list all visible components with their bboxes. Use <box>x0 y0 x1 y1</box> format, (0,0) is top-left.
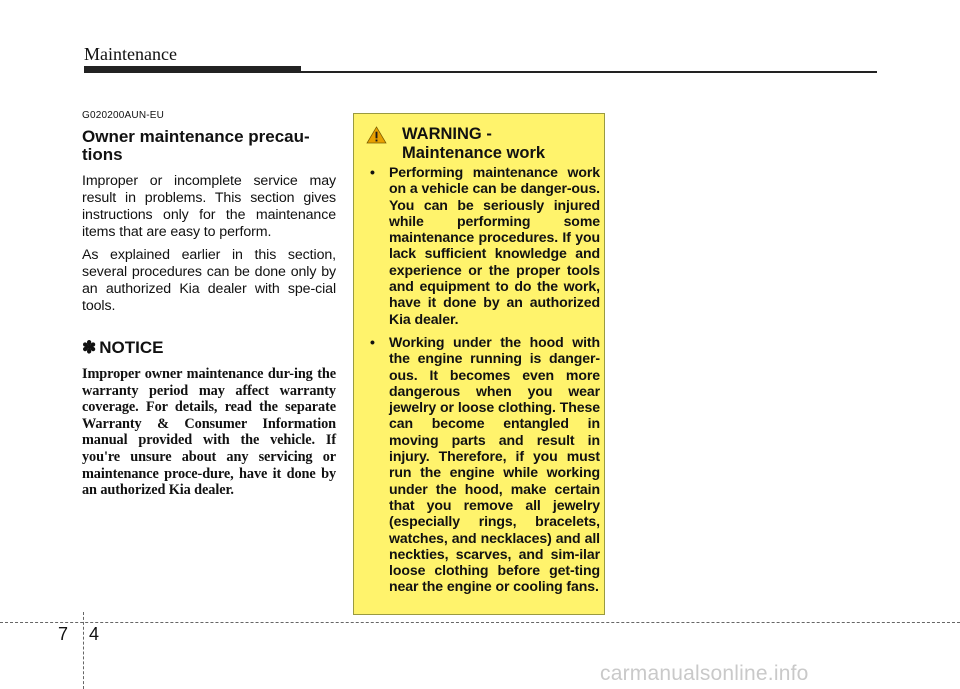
page-number: 4 <box>89 624 100 644</box>
warning-list <box>364 164 600 602</box>
watermark: carmanualsonline.info <box>600 662 809 685</box>
warning-title <box>402 125 602 163</box>
warning-title-line1: WARNING - <box>402 125 492 143</box>
body-paragraph-2: As explained earlier in this section, several procedures can be done only by an authorized Kia dealer with spe-cial tools. <box>82 247 336 314</box>
notice-title: NOTICE <box>99 338 164 357</box>
body-paragraph-1: Improper or incomplete service may result in problems. This section gives instructions only for the maintenance items that are easy to perform. <box>82 173 336 240</box>
warning-item <box>364 164 600 327</box>
running-header-title: Maintenance <box>84 44 177 64</box>
left-column <box>82 110 336 499</box>
header-rule-thick <box>84 66 301 73</box>
footer-divider <box>83 612 84 689</box>
chapter-number: 7 <box>58 624 69 644</box>
header-rule-thin <box>301 71 877 73</box>
bullet: • <box>370 164 375 180</box>
notice-heading <box>82 338 336 358</box>
warning-triangle-icon <box>366 126 387 144</box>
section-title: Owner maintenance precau-tions <box>82 127 310 164</box>
warning-box <box>353 113 605 615</box>
footer-rule <box>0 622 960 623</box>
bullet: • <box>370 333 375 350</box>
section-code: G020200AUN-EU <box>82 110 165 121</box>
warning-item-text: Performing maintenance work on a vehicle can be danger-ous. You can be seriously injured while performing some maintenance procedures. If you lack sufficient knowledge and experience or the proper tools and equipment to do the work, have it done by an authorized Kia dealer. <box>389 164 600 327</box>
notice-body: Improper owner maintenance dur-ing the warranty period may affect warranty coverage. For details, read the separate Warranty & Consumer Information manual provided with the vehicle. If you're unsure about any servicing or maintenance proce-dure, have it done by an authorized Kia dealer. <box>82 366 336 499</box>
warning-title-line2: Maintenance work <box>402 144 546 162</box>
warning-item <box>364 334 600 595</box>
star-icon: ✽ <box>82 338 97 357</box>
warning-item-text: Working under the hood with the engine running is danger-ous. It becomes even more dangerous when you wear jewelry or loose clothing. These can become entangled in moving parts and result in injury. Therefore, if you must run the engine while working under the hood, make certain that you remove all jewelry (especially rings, bracelets, watches, and necklaces) and all neckties, scarves, and sim-ilar loose clothing before get-ting near the engine or cooling fans. <box>389 333 600 595</box>
